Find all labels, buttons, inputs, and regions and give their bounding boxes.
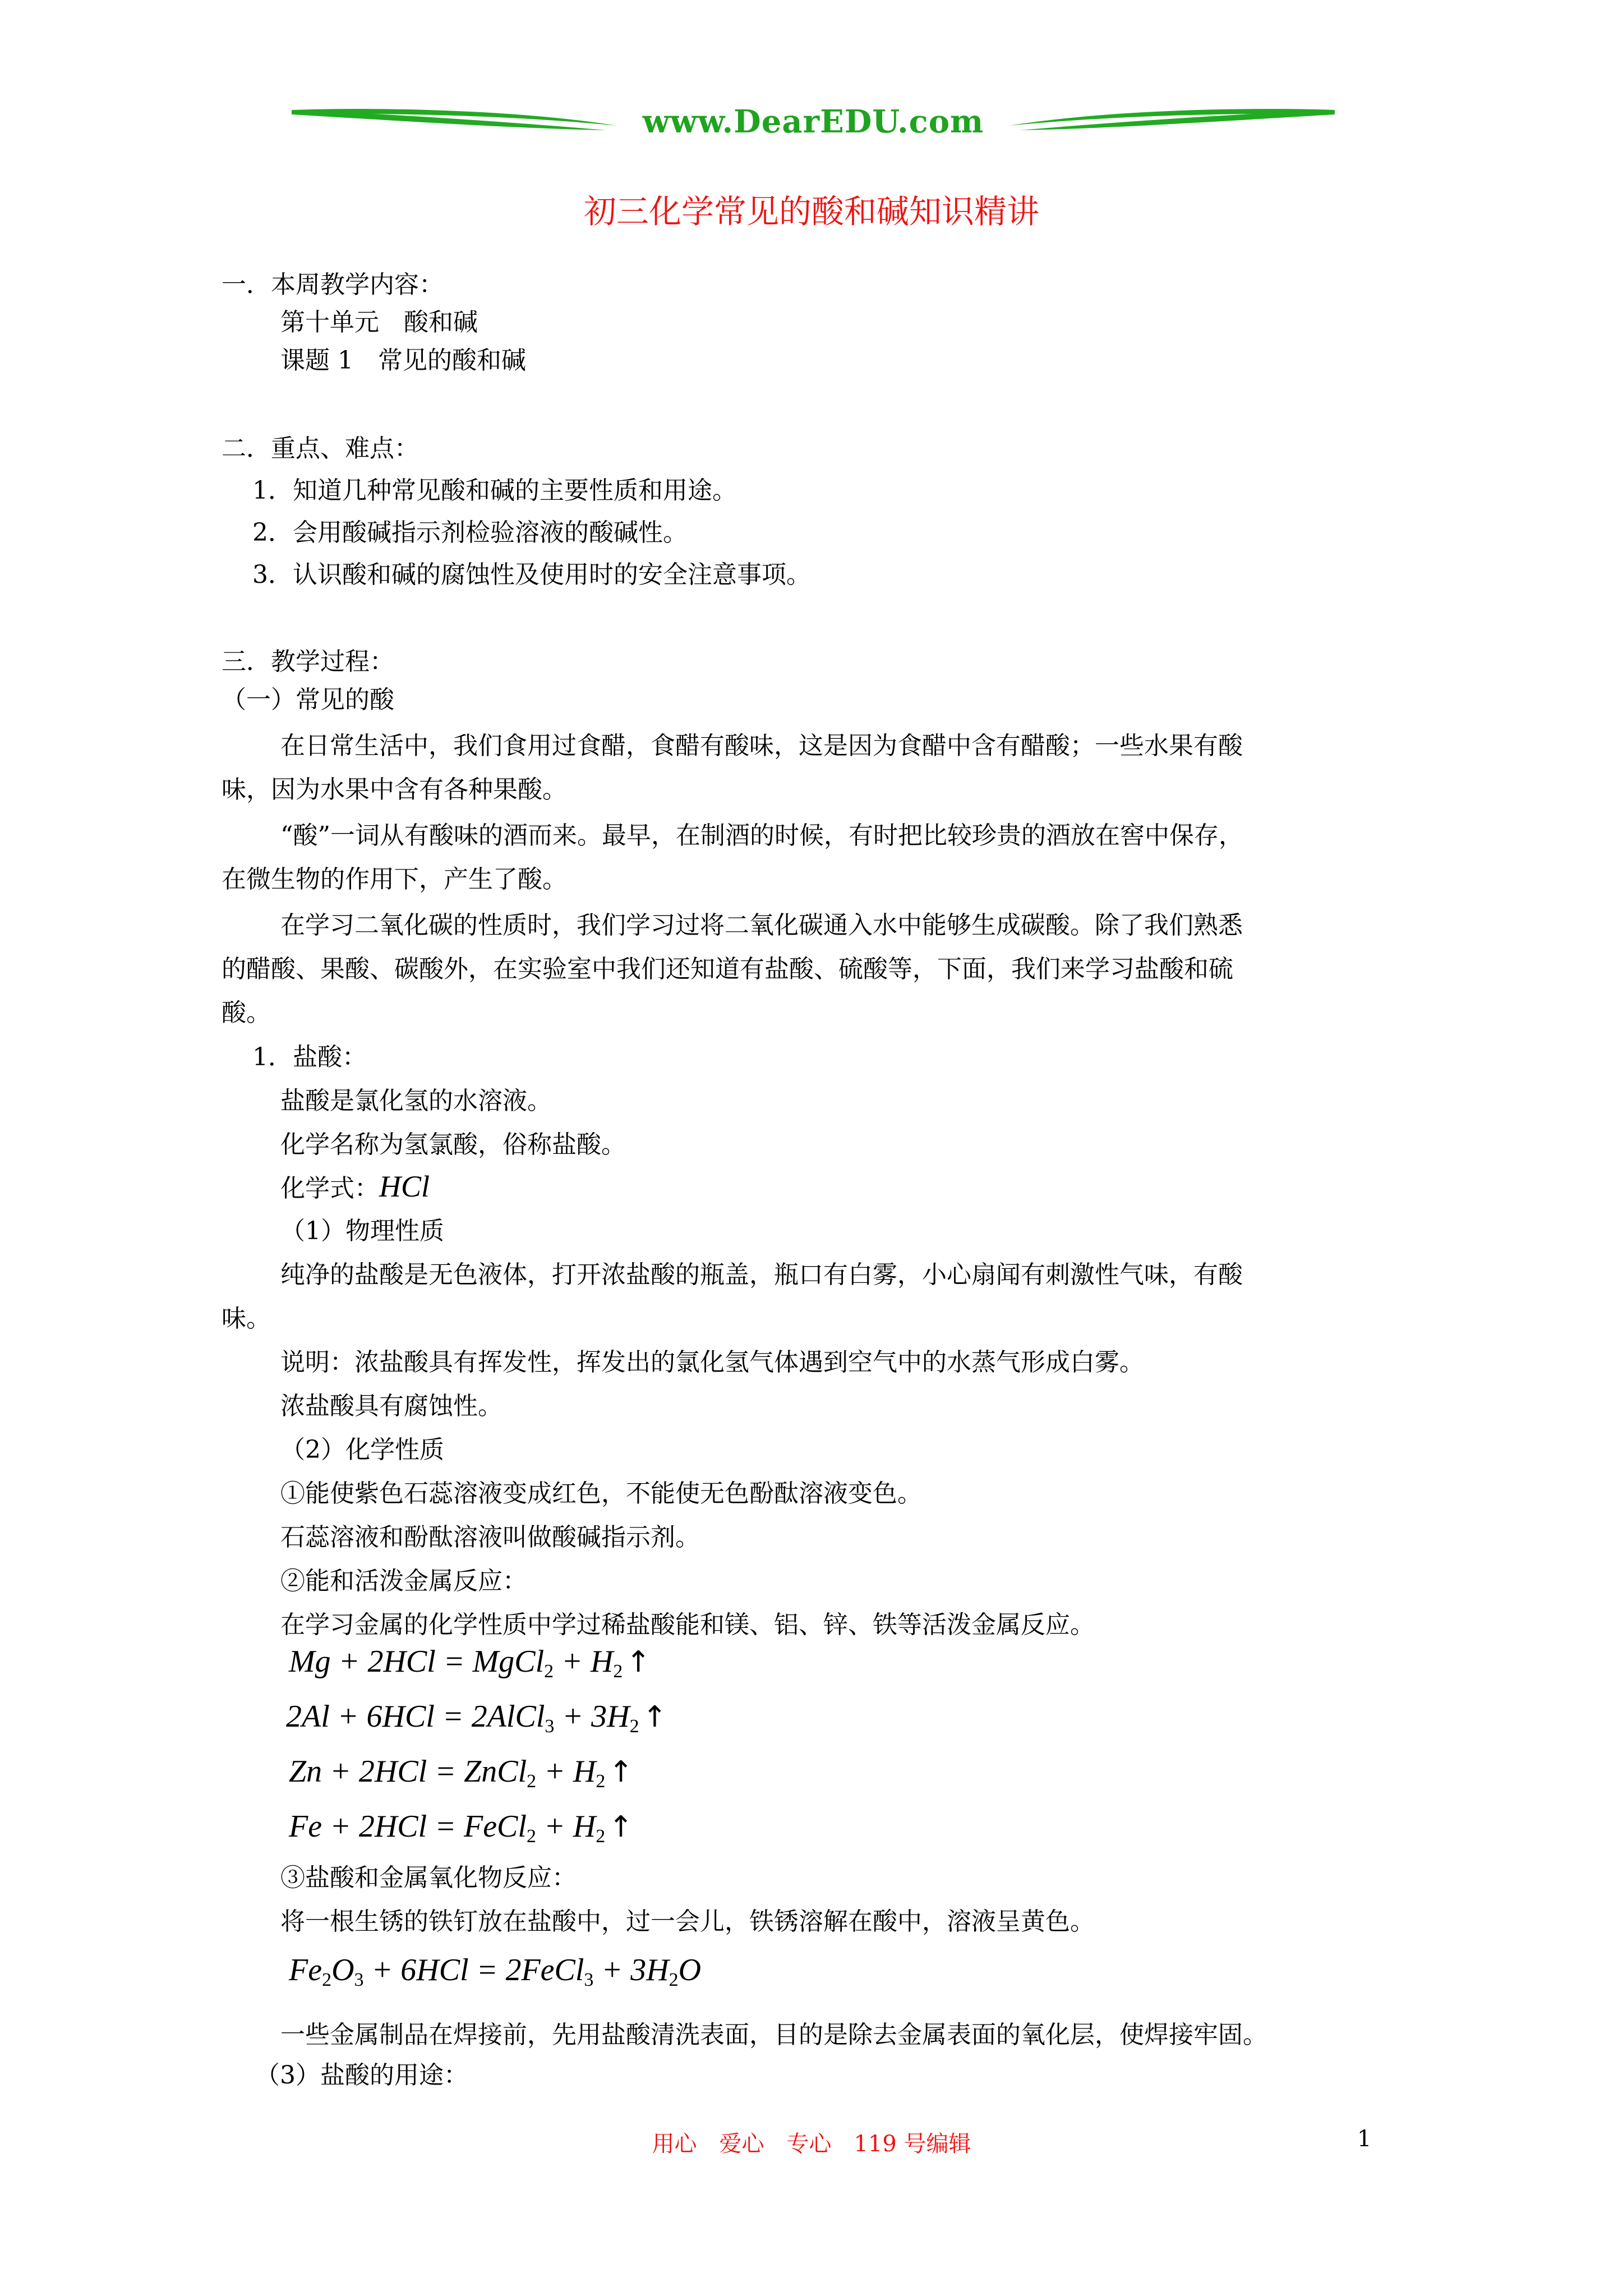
page-title: 初三化学常见的酸和碱知识精讲 — [583, 192, 1039, 231]
gas-arrow-icon: ↑ — [626, 1645, 651, 1679]
gas-arrow-icon: ↑ — [642, 1700, 667, 1734]
formula-label: 化学式： — [280, 1174, 379, 1203]
paragraph-line: ②能和活泼金属反应： — [280, 1567, 527, 1595]
paragraph-line: 味，因为水果中含有各种果酸。 — [222, 775, 567, 804]
list-item: 2．会用酸碱指示剂检验溶液的酸碱性。 — [252, 518, 688, 547]
list-item: 1．知道几种常见酸和碱的主要性质和用途。 — [252, 476, 737, 505]
hcl-formula: HCl — [379, 1170, 430, 1203]
equation-mg: Mg + 2HCl = MgCl$_2$ + $H_2$ ↑ — [289, 1644, 651, 1682]
page-number: 1 — [1357, 2126, 1372, 2152]
paragraph-line: ③盐酸和金属氧化物反应： — [280, 1864, 577, 1892]
paragraph-line: 纯净的盐酸是无色液体，打开浓盐酸的瓶盖，瓶口有白雾，小心扇闻有刺激性气味，有酸 — [280, 1260, 1243, 1289]
paragraph-line: 将一根生锈的铁钉放在盐酸中，过一会儿，铁锈溶解在酸中，溶液呈黄色。 — [280, 1907, 1095, 1936]
subsection-heading: （2）化学性质 — [280, 1435, 444, 1464]
site-name[interactable]: www.DearEDU.com — [642, 103, 984, 140]
subsection-heading: （一）常见的酸 — [222, 685, 394, 714]
subsection-heading: （3）盐酸的用途： — [255, 2061, 468, 2090]
chemical-formula-line — [280, 1170, 430, 1205]
paragraph-line: 浓盐酸具有腐蚀性。 — [280, 1392, 502, 1420]
paragraph-line: 味。 — [222, 1304, 271, 1333]
gas-arrow-icon: ↑ — [608, 1810, 633, 1844]
section-heading-3: 三．教学过程： — [222, 647, 394, 676]
equation-fe2o3: $Fe_2O_3 + 6HCl$ = 2FeCl$_3$ + $3H_2O$ — [289, 1953, 702, 1990]
gas-arrow-icon: ↑ — [608, 1755, 633, 1789]
paragraph-line: ①能使紫色石蕊溶液变成红色，不能使无色酚酞溶液变色。 — [280, 1479, 922, 1508]
equation-fe: Fe + 2HCl = FeCl$_2$ + $H_2$ ↑ — [289, 1809, 633, 1847]
equation-al: 2Al + 6HCl = 2AlCl$_3$ + $3H_2$ ↑ — [286, 1699, 667, 1737]
list-item: 3．认识酸和碱的腐蚀性及使用时的安全注意事项。 — [252, 560, 811, 589]
text-line: 化学名称为氢氯酸，俗称盐酸。 — [280, 1130, 626, 1159]
paragraph-line: 在学习二氧化碳的性质时，我们学习过将二氧化碳通入水中能够生成碳酸。除了我们熟悉 — [280, 911, 1243, 940]
paragraph-line: 在日常生活中，我们食用过食醋，食醋有酸味，这是因为食醋中含有醋酸；一些水果有酸 — [280, 731, 1243, 760]
site-header — [292, 90, 1335, 163]
list-item: 1．盐酸： — [252, 1043, 367, 1071]
section-heading-1: 一．本周教学内容： — [222, 270, 444, 299]
paragraph-line: 在学习金属的化学性质中学过稀盐酸能和镁、铝、锌、铁等活泼金属反应。 — [280, 1611, 1095, 1639]
text-line: 第十单元 酸和碱 — [280, 308, 478, 337]
paragraph-line: 一些金属制品在焊接前，先用盐酸清洗表面，目的是除去金属表面的氧化层，使焊接牢固。 — [280, 2021, 1267, 2049]
paragraph-line: 说明：浓盐酸具有挥发性，挥发出的氯化氢气体遇到空气中的水蒸气形成白雾。 — [280, 1348, 1144, 1377]
paragraph-line: 酸。 — [222, 999, 271, 1027]
paragraph-line: 石蕊溶液和酚酞溶液叫做酸碱指示剂。 — [280, 1523, 700, 1552]
paragraph-line: 的醋酸、果酸、碳酸外，在实验室中我们还知道有盐酸、硫酸等，下面，我们来学习盐酸和硫 — [222, 955, 1233, 983]
subsection-heading: （1）物理性质 — [280, 1217, 444, 1245]
text-line: 盐酸是氯化氢的水溶液。 — [280, 1087, 552, 1115]
page-footer: 用心 爱心 专心 119 号编辑 — [652, 2131, 971, 2157]
paragraph-line: 在微生物的作用下，产生了酸。 — [222, 865, 567, 894]
text-line: 课题 1 常见的酸和碱 — [280, 346, 526, 375]
equation-zn: Zn + 2HCl = ZnCl$_2$ + $H_2$ ↑ — [289, 1754, 633, 1792]
section-heading-2: 二．重点、难点： — [222, 434, 419, 463]
paragraph-line: “酸”一词从有酸味的酒而来。最早，在制酒的时候，有时把比较珍贵的酒放在窖中保存， — [280, 821, 1243, 850]
